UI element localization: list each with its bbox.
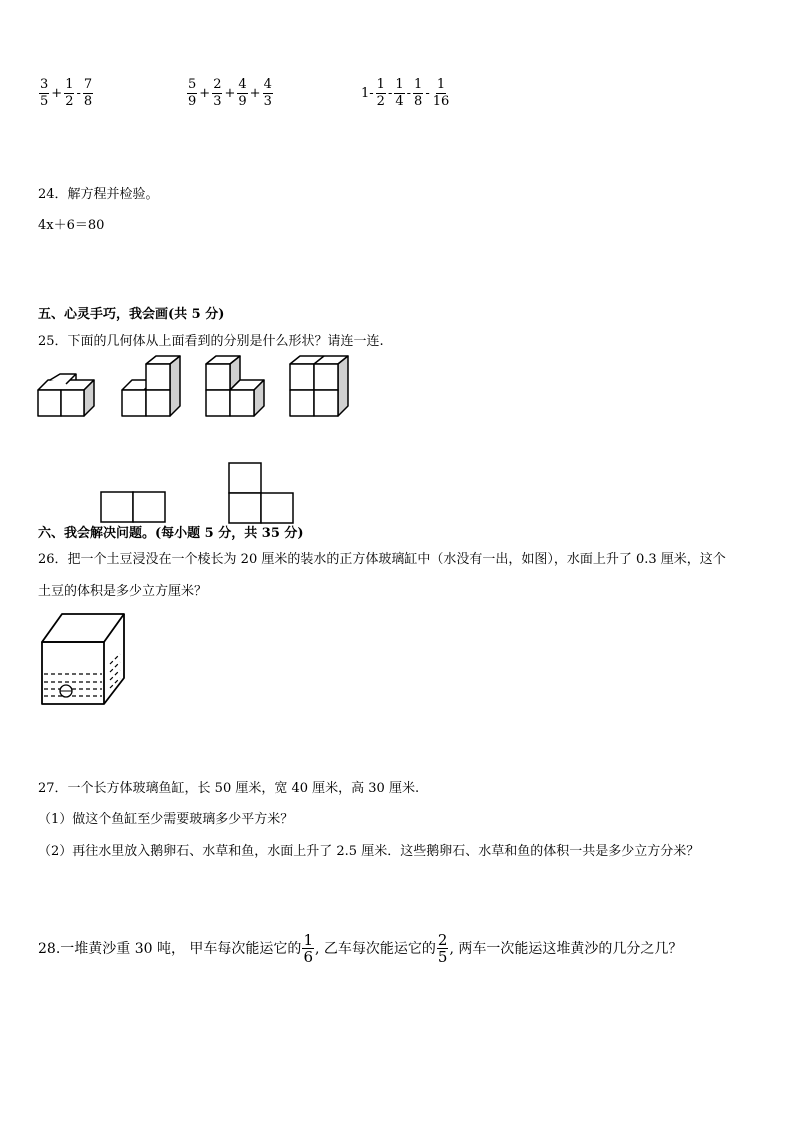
expression-3: 1- $\frac{1}{2}$ - $\frac{1}{4}$ - $\frac{1}{8}$ - $\frac{1}{16}$ bbox=[361, 77, 450, 109]
question-26-line-2: 土豆的体积是多少立方厘米？ bbox=[38, 584, 208, 599]
fraction: $\frac{1}{8}$ bbox=[414, 77, 423, 109]
top-view-two-squares bbox=[100, 491, 166, 525]
question-26-line-1: 26．把一个土豆浸没在一个棱长为 20 厘米的装水的正方体玻璃缸中（水没有一出，如图），水面上升了 0.3 厘米，这个 bbox=[38, 552, 726, 567]
solid-figure-4 bbox=[288, 356, 354, 418]
fraction: $\frac{5}{9}$ bbox=[188, 77, 197, 109]
question-25-title: 25．下面的几何体从上面看到的分别是什么形状？请连一连. bbox=[38, 334, 384, 349]
glass-tank-figure bbox=[40, 612, 126, 706]
fraction: $\frac{1}{2}$ bbox=[376, 77, 385, 109]
fraction: $\frac{1}{16}$ bbox=[432, 77, 450, 109]
expression-1: $\frac{3}{5}$ + $\frac{1}{2}$ - $\frac{7}{8}$ bbox=[40, 77, 93, 109]
question-24-title: 24．解方程并检验。 bbox=[38, 187, 159, 202]
question-24-equation: 4x＋6＝80 bbox=[38, 218, 105, 233]
fraction: $\frac{2}{3}$ bbox=[213, 77, 222, 109]
section-6-heading: 六、我会解决问题。(每小题 5 分，共 35 分) bbox=[38, 526, 304, 541]
question-28: 28.一堆黄沙重 30 吨， 甲车每次能运它的 $\frac{1}{6}$ , 乙车每次能运它的 $\frac{2}{5}$ , 两车一次能运这堆黄沙的几分之几？ bbox=[38, 931, 683, 966]
section-5-heading: 五、心灵手巧，我会画(共 5 分) bbox=[38, 307, 225, 322]
fraction: $\frac{4}{9}$ bbox=[238, 77, 247, 109]
fraction: $\frac{1}{4}$ bbox=[395, 77, 404, 109]
fraction: $\frac{1}{6}$ bbox=[303, 931, 313, 966]
fraction: $\frac{1}{2}$ bbox=[65, 77, 74, 109]
fraction: $\frac{3}{5}$ bbox=[40, 77, 49, 109]
fraction: $\frac{4}{3}$ bbox=[263, 77, 272, 109]
question-27-sub-1: （1）做这个鱼缸至少需要玻璃多少平方米？ bbox=[38, 812, 294, 827]
question-27-sub-2: （2）再往水里放入鹅卵石、水草和鱼，水面上升了 2.5 厘米．这些鹅卵石、水草和鱼的体积一共是多少立方分米？ bbox=[38, 844, 700, 859]
solid-figure-2 bbox=[120, 356, 186, 418]
solid-figure-3 bbox=[204, 356, 270, 418]
solid-figure-1 bbox=[36, 372, 102, 418]
fraction: $\frac{2}{5}$ bbox=[437, 931, 448, 966]
expression-2: $\frac{5}{9}$ + $\frac{2}{3}$ + $\frac{4}{9}$ + $\frac{4}{3}$ bbox=[188, 77, 272, 109]
fraction: $\frac{7}{8}$ bbox=[83, 77, 93, 109]
top-view-l-shape bbox=[228, 462, 294, 524]
question-27-title: 27．一个长方体玻璃鱼缸，长 50 厘米，宽 40 厘米，高 30 厘米. bbox=[38, 781, 420, 796]
